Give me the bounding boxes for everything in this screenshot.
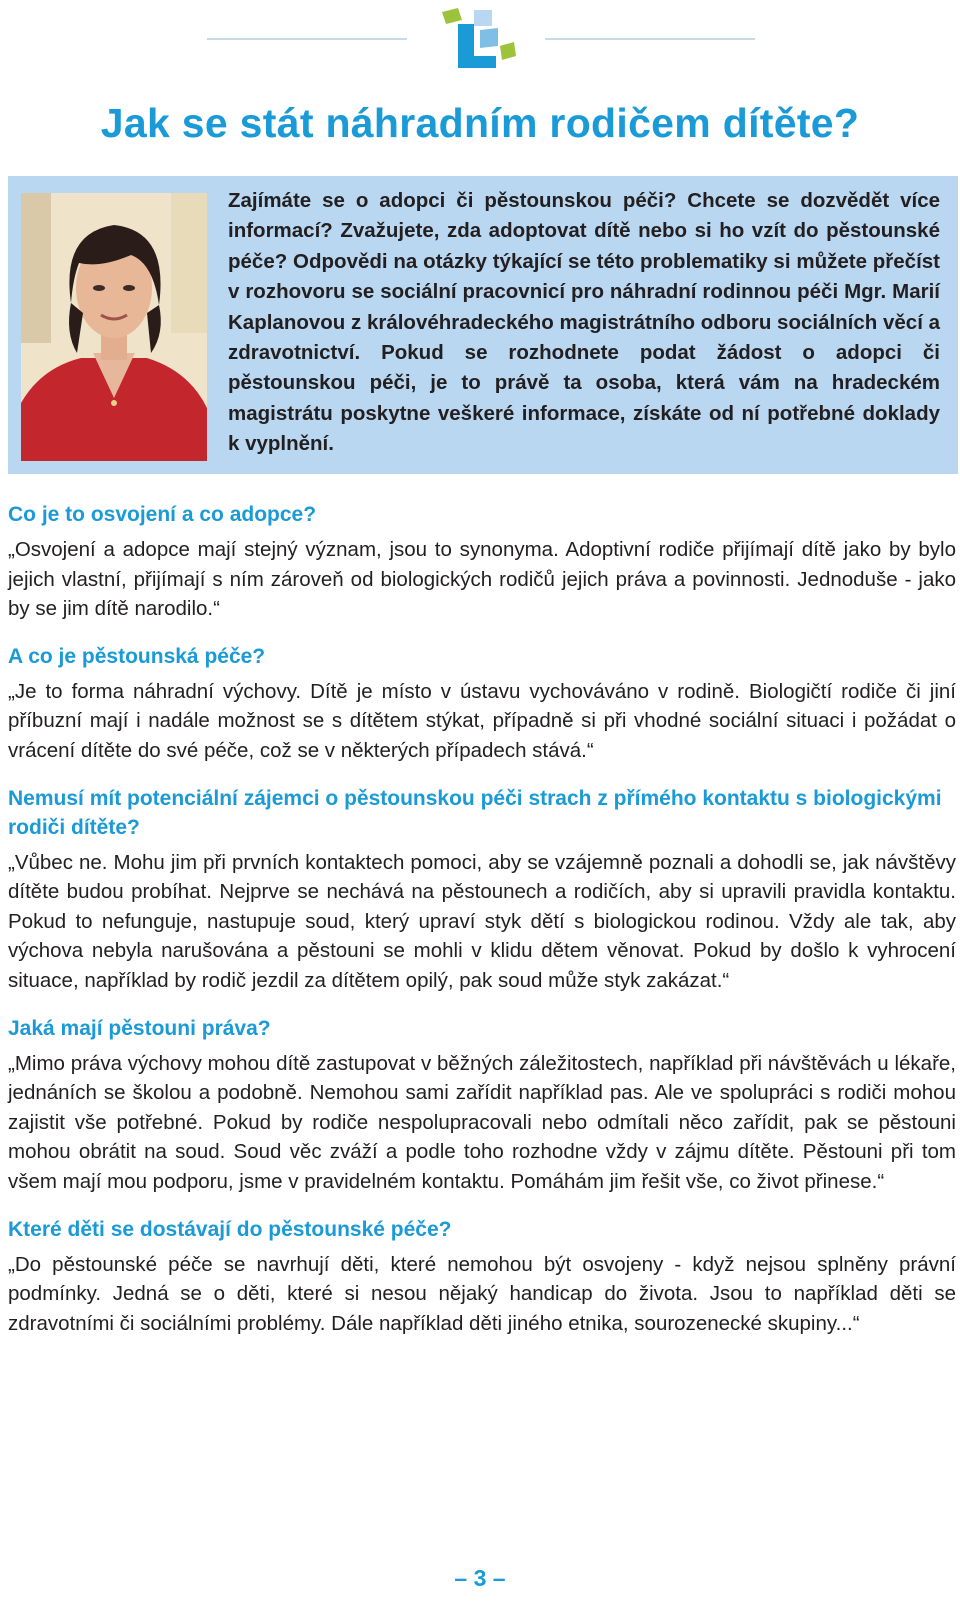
question-heading: Nemusí mít potenciální zájemci o pěstounskou péči strach z přímého kontaktu s biologickými rodiči dítěte? xyxy=(8,786,942,839)
intro-text: Zajímáte se o adopci či pěstounskou péči? Chcete se dozvědět více informací? Zvažujete, zda adoptovat dítě nebo si ho vzít do pěstounské péče? Odpovědi na otázky týkající se této problematiky si můžete přečíst v rozhovoru se sociální pracovnicí pro náhradní rodinnou péči Mgr. Marií Kaplanovou z královéhradeckého magistrátního odboru sociálních věcí a zdravotnictví. Pokud se rozhodnete podat žádost o adopci či pěstounskou péči, je to právě ta osoba, která vám na hradeckém magistrátu poskytne veškeré informace, získáte od ní potřebné doklady k vyplnění. xyxy=(228,189,940,456)
header-rule-left xyxy=(207,38,407,40)
answer-text: „Mimo práva výchovy mohou dítě zastupovat v běžných záležitostech, například při návštěvách u lékaře, jednáních se školou a podobně. Nemohou sami zařídit například pas. Ale ve spolupráci s rodiči mohou zajistit vše potřebné. Pokud by rodiče nespolupracovali nebo odmítali něco zařídit, pak se pěstouni mohou obrátit na soud. Soud věc zváží a podle toho rozhodne vždy v zájmu dítěte. Pěstouni při tom všem mají mou podporu, jsme v pravidelném kontaktu. Pomáhám jim řešit vše, co život přinese.“ xyxy=(8,1051,956,1193)
answer-text: „Vůbec ne. Mohu jim při prvních kontaktech pomoci, aby se vzájemně poznali a dohodli se, jak návštěvy dítěte budou probíhat. Nejprve se nechává na pěstounech a rodičích, aby si upravili pravidla kontaktu. Pokud to nefunguje, nastupuje soud, který upraví styk dětí s biologickou rodinou. Vždy ale tak, aby výchova nebyla narušována a pěstouni se mohli v klidu dětem věnovat. Pokud by došlo k vyhrocení situace, například by rodič jezdil za dítětem opilý, pak soud může styk zakázat.“ xyxy=(8,850,956,992)
answer-text: „Je to forma náhradní výchovy. Dítě je místo v ústavu vychováváno v rodině. Biologičtí rodiče či jiní příbuzní mají i nadále možnost se s dítětem stýkat, případně si při vhodné sociální situaci i požádat o vrácení dítěte do své péče, což se v některých případech stává.“ xyxy=(8,679,956,762)
answer-text: „Osvojení a adopce mají stejný význam, jsou to synonyma. Adoptivní rodiče přijímají dítě jako by bylo jejich vlastní, přijímají s ním zároveň od biologických rodičů jejich práva a povinnosti. Jednoduše - jako by se jim dítě narodilo.“ xyxy=(8,538,956,621)
question-heading: Co je to osvojení a co adopce? xyxy=(8,503,317,526)
qa-item xyxy=(8,1215,956,1339)
answer-text: „Do pěstounské péče se navrhují děti, které nemohou být osvojeny - když nejsou splněny právní podmínky. Jedná se o děti, které si nesou nějaký handicap do života. Jsou to například děti se zdravotními či sociálními problémy. Dále například děti jiného etnika, sourozenecké skupiny...“ xyxy=(8,1252,956,1335)
question-heading: Jaká mají pěstouni práva? xyxy=(8,1016,271,1040)
qa-item xyxy=(8,500,956,624)
portrait-photo xyxy=(21,193,207,461)
qa-item xyxy=(8,1014,956,1197)
qa-item xyxy=(8,784,956,996)
page-number: – 3 – xyxy=(454,1565,506,1591)
interview-content xyxy=(8,500,956,1338)
question-heading: Které děti se dostávají do pěstounské péče? xyxy=(8,1217,452,1241)
question-heading: A co je pěstounská péče? xyxy=(8,644,266,668)
logo-icon xyxy=(440,6,518,72)
page-title: Jak se stát náhradním rodičem dítěte? xyxy=(100,100,860,146)
header-rule-right xyxy=(545,38,755,40)
qa-item xyxy=(8,642,956,766)
